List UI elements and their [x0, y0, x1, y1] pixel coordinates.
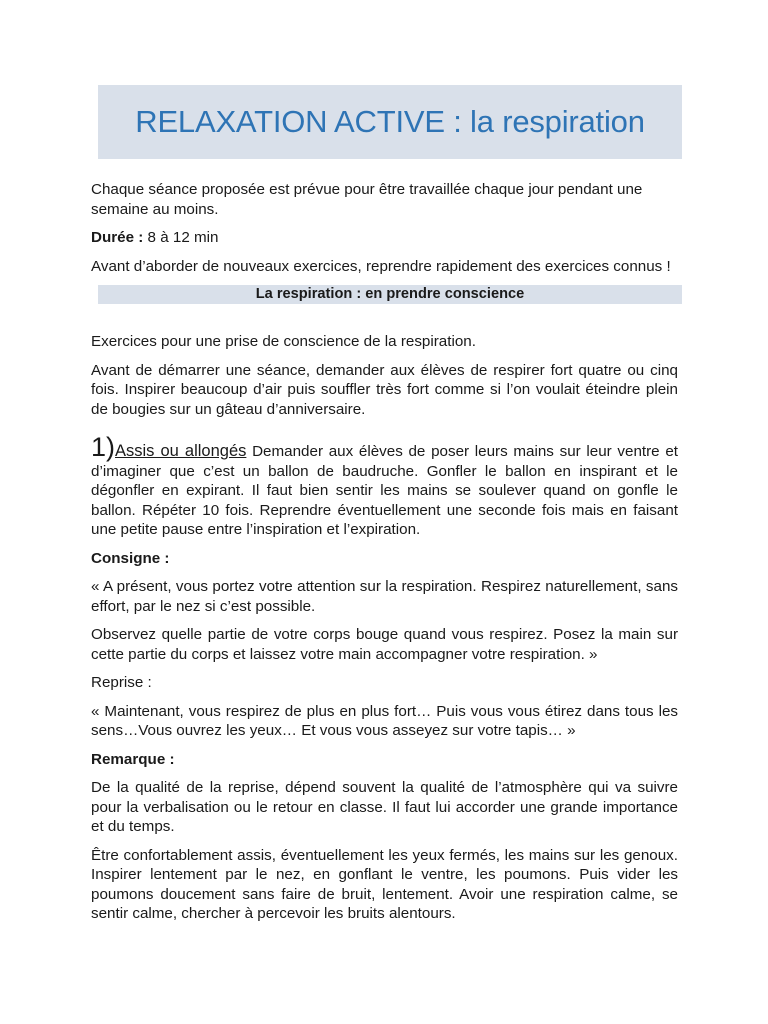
- document-title: RELAXATION ACTIVE : la respiration: [135, 104, 645, 139]
- duration-line: [91, 228, 678, 248]
- consigne-paragraph-1: « A présent, vous portez votre attention sur la respiration. Respirez naturellement, sans effort, par le nez si c’est possible.: [91, 578, 678, 615]
- duration-value: 8 à 12 min: [143, 229, 219, 246]
- duration-label: Durée :: [91, 229, 144, 246]
- section-heading: La respiration : en prendre conscience: [98, 285, 682, 304]
- exercise-number: 1): [91, 432, 116, 462]
- reminder-paragraph: Avant d’aborder de nouveaux exercices, reprendre rapidement des exercices connus !: [91, 257, 671, 275]
- reprise-paragraph: « Maintenant, vous respirez de plus en plus fort… Puis vous vous étirez dans tous les sens…Vous ouvrez les yeux… Et vous vous asseyez sur votre tapis… »: [91, 702, 678, 739]
- exercise-position: Assis ou allongés: [115, 442, 247, 460]
- consigne-label: Consigne :: [91, 549, 170, 567]
- final-paragraph: Être confortablement assis, éventuellement les yeux fermés, les mains sur les genoux. Inspirer lentement par le nez, en gonflant le ventre, les poumons. Puis vider les poumons doucement sans faire de bruit, lentement. Avoir une respiration calme, se sentir calme, chercher à percevoir les bruits alentours.: [91, 846, 678, 922]
- exercise-1-paragraph: [91, 432, 678, 540]
- reprise-label: Reprise :: [91, 674, 152, 691]
- title-banner: [98, 85, 682, 159]
- consigne-paragraph-2: Observez quelle partie de votre corps bouge quand vous respirez. Posez la main sur cette partie du corps et laissez votre main accompagner votre respiration. »: [91, 626, 678, 663]
- remarque-label-line: [91, 750, 678, 770]
- exercises-intro: Exercices pour une prise de conscience de la respiration.: [91, 333, 476, 350]
- exercise-text: Demander aux élèves de poser leurs mains sur leur ventre et d’imaginer que c’est un ballon de baudruche. Gonfler le ballon en inspirant et le dégonfler en expirant. Il faut bien sentir les mains se soulever quand on gonfle le ballon. Répéter 10 fois. Reprendre éventuellement une seconde fois mais en faisant une petite pause entre l’inspiration et l’expiration.: [91, 443, 678, 538]
- intro-paragraph: Chaque séance proposée est prévue pour être travaillée chaque jour pendant une semaine au moins.: [91, 181, 643, 218]
- before-session-paragraph: Avant de démarrer une séance, demander aux élèves de respirer fort quatre ou cinq fois. Inspirer beaucoup d’air puis souffler très fort comme si l’on voulait éteindre plein de bougies sur un gâteau d’anniversaire.: [91, 361, 678, 418]
- remarque-label: Remarque :: [91, 750, 175, 768]
- remarque-paragraph: De la qualité de la reprise, dépend souvent la qualité de l’atmosphère qui va suivre pour la verbalisation ou le retour en classe. Il faut lui accorder une grande importance et du temps.: [91, 779, 678, 835]
- consigne-label-line: [91, 549, 678, 569]
- document-body: [91, 180, 678, 933]
